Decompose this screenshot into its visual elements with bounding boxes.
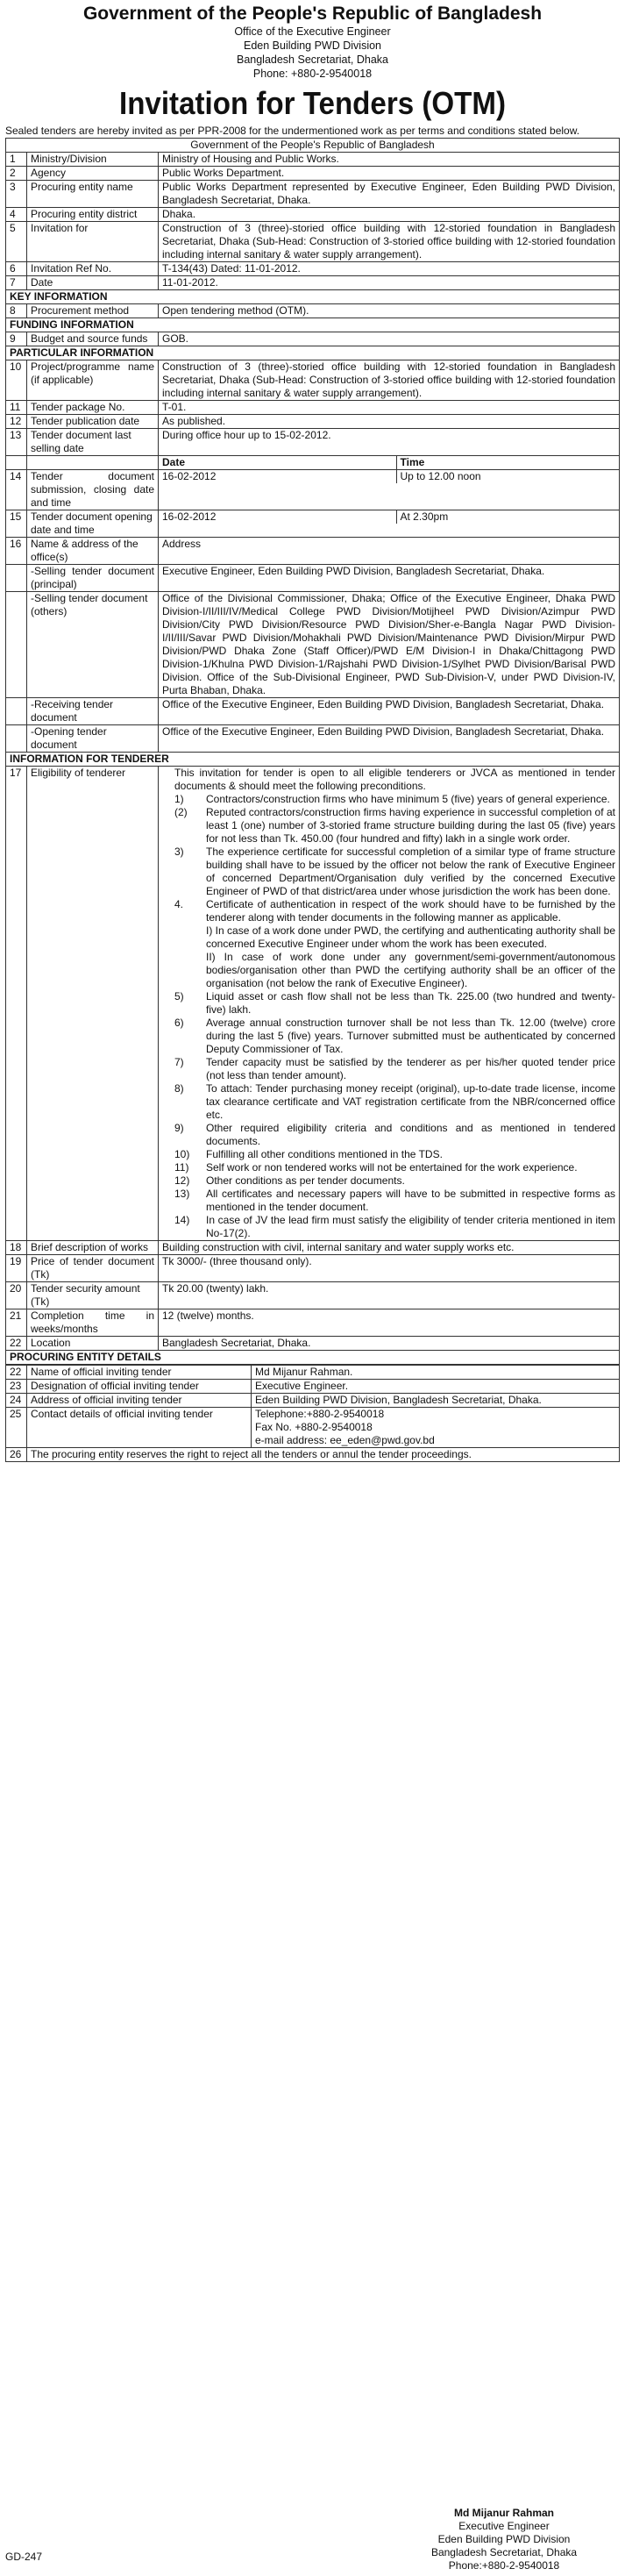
eligibility-list <box>162 793 615 1240</box>
date-time-head <box>6 456 620 470</box>
table-row: 6 Invitation Ref No. T-134(43) Dated: 11-01-2012. <box>6 262 620 276</box>
tender-table <box>5 138 620 1365</box>
table-row: -Selling tender document (principal) Executive Engineer, Eden Building PWD Division, Bangladesh Secretariat, Dhaka. <box>6 565 620 592</box>
time-head: Time <box>400 456 425 468</box>
phone-line: Phone: +880-2-9540018 <box>252 68 373 80</box>
table-row: 23 Designation of official inviting tender Executive Engineer. <box>6 1380 620 1394</box>
table-row: 15 Tender document opening date and time 16-02-2012 At 2.30pm <box>6 510 620 538</box>
signatory-name: Md Mijanur Rahman <box>453 2507 554 2519</box>
section-particular-info: PARTICULAR INFORMATION <box>6 346 620 360</box>
table-row: 9 Budget and source funds GOB. <box>6 332 620 346</box>
list-item: 4. Certificate of authentication in respect of the work should have to be furnished by the tenderer along with tender documents in the following manner as applicable. <box>174 898 615 924</box>
notice-title: Invitation for Tenders (OTM) <box>119 85 506 121</box>
signatory-phone: Phone:+880-2-9540018 <box>448 2559 560 2572</box>
section-entity-details: PROCURING ENTITY DETAILS <box>6 1351 620 1365</box>
signatory-designation: Executive Engineer <box>458 2520 550 2532</box>
eligibility-intro: This invitation for tender is open to all eligible tenderers or JVCA as mentioned in tender documents & should meet the following preconditions. <box>174 767 615 792</box>
list-item: 13) All certificates and necessary papers will have to be submitted in respective forms as mentioned in the tender document. <box>174 1188 615 1213</box>
intro-text: Sealed tenders are hereby invited as per PPR-2008 for the undermentioned work as per terms and conditions stated below. <box>5 125 580 137</box>
table-row: 22 Name of official inviting tender Md Mijanur Rahman. <box>6 1366 620 1380</box>
table-row: 1 Ministry/Division Ministry of Housing and Public Works. <box>6 153 620 167</box>
table-row-eligibility: 17 Eligibility of tenderer This invitation for tender is open to all eligible tenderers or JVCA as mentioned in tender documents & should meet the following preconditions. 1) Contractors/construction firms who have minimum 5 (five) years of general experience. (2) Reputed contractors/construction firms having experience in successful completion of at least 1 (one) number of 3-storied frame structure building during the last 05 (five) years for not less than Tk. 450.00 (four hundred and fifty) lakh in a single work order. 3) The experience certificate for successful completion of a similar type of frame structure building shall have to be issued by the officer not below the rank of Executive Engineer of concerned Department/Organisation duly verified by the concerned Executive Engineer of PWD of that district/area under whose jurisdiction the work has been done. 4. Certificate of authentication in respect of the work should have to be furnished by the tenderer along with tender documents in the following manner as applicable. I) In case of a work done under PWD, the certifying and authenticating authority shall be concerned Executive Engineer under whom the work has been executed. II) In case of work done under any government/semi-government/autonomous bodies/organisation other than PWD the certifying authority shall be an officer of the organisation (not below the rank of Executive Engineer). 5) Liquid asset or cash flow shall not be less than Tk. 225.00 (two hundred and twenty-five) lakh. 6) Average annual construction turnover shall be not less than Tk. 12.00 (twelve) crore during the last 5 (five) years. Turnover submitted must be authenticated by concerned Deputy Commissioner of Tax. 7) Tender capacity must be satisfied by the tenderer as per his/her quoted tender price (not less than tender amount). 8) To attach: Tender purchasing money receipt (original), up-to-date trade license, income tax clearance certificate and VAT registration certificate from the NBR/concerned office etc. 9) Other required eligibility criteria and conditions and as mentioned in tendered documents. 10) Fulfilling all other conditions mentioned in the TDS. 11) Self work or non tendered works will not be entertained for the work experience. 12) Other conditions as per tender documents. 13) All certificates and necessary papers will have to be submitted in respective forms as mentioned in the tender document. 14) In case of JV the lead firm must satisfy the eligibility of tender criteria mentioned in item No-17(2). <box>6 767 620 1241</box>
table-row: 11 Tender package No. T-01. <box>6 401 620 415</box>
table-row: 16 Name & address of the office(s) Address <box>6 538 620 565</box>
table-row: 21 Completion time in weeks/months 12 (twelve) months. <box>6 1309 620 1337</box>
table-title: Government of the People's Republic of Bangladesh <box>6 139 620 153</box>
table-row: 18 Brief description of works Building construction with civil, internal sanitary and water supply works etc. <box>6 1241 620 1255</box>
gov-heading: Government of the People's Republic of Bangladesh <box>82 4 543 24</box>
entity-table <box>5 1365 620 1462</box>
list-item: 9) Other required eligibility criteria and conditions and as mentioned in tendered documents. <box>174 1122 615 1147</box>
table-row: 5 Invitation for Construction of 3 (three)-storied office building with 12-storied foundation in Bangladesh Secretariat, Dhaka (Sub-Head: Construction of 3-storied office building with 12-storied foundation including internal sanitary & water supply arrangement). <box>6 222 620 262</box>
table-row: 20 Tender security amount (Tk) Tk 20.00 (twenty) lakh. <box>6 1282 620 1309</box>
list-item: 14) In case of JV the lead firm must satisfy the eligibility of tender criteria mentioned in item No-17(2). <box>174 1214 615 1239</box>
section-tenderer-info: INFORMATION FOR TENDERER <box>6 753 620 767</box>
notice-header <box>0 3 625 123</box>
signatory-place: Bangladesh Secretariat, Dhaka <box>430 2546 578 2558</box>
list-item: 6) Average annual construction turnover shall be not less than Tk. 12.00 (twelve) crore during the last 5 (five) years. Turnover submitted must be authenticated by concerned Deputy Commissioner of Tax. <box>174 1017 615 1055</box>
list-item: 12) Other conditions as per tender documents. <box>174 1174 405 1187</box>
signature-block <box>408 2507 600 2572</box>
table-row: 8 Procurement method Open tendering method (OTM). <box>6 304 620 318</box>
table-row: 12 Tender publication date As published. <box>6 415 620 429</box>
office-line: Office of the Executive Engineer <box>234 25 391 38</box>
telephone: Telephone:+880-2-9540018 <box>255 1408 385 1420</box>
gd-number: GD-247 <box>5 2551 43 2563</box>
division-line: Eden Building PWD Division <box>243 39 381 52</box>
table-row: -Opening tender document Office of the Executive Engineer, Eden Building PWD Division, Bangladesh Secretariat, Dhaka. <box>6 725 620 753</box>
list-item: 7) Tender capacity must be satisfied by the tenderer as per his/her quoted tender price (not less than tender amount). <box>174 1056 615 1081</box>
list-item: 8) To attach: Tender purchasing money receipt (original), up-to-date trade license, income tax clearance certificate and VAT registration certificate from the NBR/concerned office etc. <box>174 1082 615 1121</box>
table-row: 24 Address of official inviting tender Eden Building PWD Division, Bangladesh Secretariat, Dhaka. <box>6 1394 620 1408</box>
list-item: 1) Contractors/construction firms who have minimum 5 (five) years of general experience. <box>174 793 610 805</box>
table-row: 10 Project/programme name (if applicable) Construction of 3 (three)-storied office building with 12-storied foundation in Bangladesh Secretariat, Dhaka (Sub-Head: Construction of 3-storied office building with 12-storied foundation including internal sanitary & water supply arrangement). <box>6 360 620 401</box>
email: e-mail address: ee_eden@pwd.gov.bd <box>255 1434 435 1446</box>
section-key-info: KEY INFORMATION <box>6 290 620 304</box>
table-row: 3 Procuring entity name Public Works Department represented by Executive Engineer, Eden Building PWD Division, Bangladesh Secretariat, Dhaka. <box>6 181 620 208</box>
table-row: -Selling tender document (others) Office of the Divisional Commissioner, Dhaka; Office of the Executive Engineer, Dhaka PWD Division-I/II/III/IV/Medical College PWD Division/Motijheel PWD Division/Azimpur PWD Division/City PWD Division/Resource PWD Division/Sher-e-Bangla Nagar PWD Division-I/II/III/Savar PWD Division/Mohakhali PWD Division/Maintenance PWD Division/Mirpur PWD Division/PWD Dhaka Zone (Staff Officer)/PWD E/M Division-I in Dhaka/Chittagong PWD Division-1/Khulna PWD Division-1/Rajshahi PWD Division-1/Sylhet PWD Division/Barisal PWD Division. Office of the Sub-Divisional Engineer, PWD Sub-Division-V, under PWD Division-IV, Purta Bhaban, Dhaka. <box>6 592 620 698</box>
list-item: 11) Self work or non tendered works will not be entertained for the work experience. <box>174 1161 578 1174</box>
table-row: 4 Procuring entity district Dhaka. <box>6 208 620 222</box>
list-item: 10) Fulfilling all other conditions mentioned in the TDS. <box>174 1148 443 1160</box>
fax: Fax No. +880-2-9540018 <box>255 1421 373 1433</box>
table-row: 7 Date 11-01-2012. <box>6 276 620 290</box>
list-item: 3) The experience certificate for successful completion of a similar type of frame structure building shall have to be issued by the officer not below the rank of Executive Engineer of concerned Department/Organisation duly verified by the concerned Executive Engineer of PWD of that district/area under whose jurisdiction the work has been done. <box>174 846 615 897</box>
table-row: 25 Contact details of official inviting tender Telephone:+880-2-9540018 Fax No. +880-2-9540018 e-mail address: ee_eden@pwd.gov.bd <box>6 1408 620 1448</box>
list-item: 5) Liquid asset or cash flow shall not be less than Tk. 225.00 (two hundred and twenty-five) lakh. <box>174 990 615 1016</box>
section-funding-info: FUNDING INFORMATION <box>6 318 620 332</box>
list-item: I) In case of a work done under PWD, the certifying and authenticating authority shall be concerned Executive Engineer under whom the work has been executed. <box>206 924 615 950</box>
table-row: 19 Price of tender document (Tk) Tk 3000/- (three thousand only). <box>6 1255 620 1282</box>
table-row: -Receiving tender document Office of the Executive Engineer, Eden Building PWD Division, Bangladesh Secretariat, Dhaka. <box>6 698 620 725</box>
table-row: 2 Agency Public Works Department. <box>6 167 620 181</box>
signatory-division: Eden Building PWD Division <box>437 2533 571 2545</box>
place-line: Bangladesh Secretariat, Dhaka <box>236 54 389 66</box>
table-row: 22 Location Bangladesh Secretariat, Dhaka. <box>6 1337 620 1351</box>
table-row: 26 The procuring entity reserves the right to reject all the tenders or annul the tender proceedings. <box>6 1448 620 1462</box>
table-row: 13 Tender document last selling date During office hour up to 15-02-2012. <box>6 429 620 456</box>
list-item: (2) Reputed contractors/construction firms having experience in successful completion of at least 1 (one) number of 3-storied frame structure building during the last 05 (five) years for not less than Tk. 450.00 (four hundred and fifty) lakh in a single work order. <box>174 806 615 845</box>
table-row: 14 Tender document submission, closing date and time 16-02-2012 Up to 12.00 noon <box>6 470 620 510</box>
list-item: II) In case of work done under any government/semi-government/autonomous bodies/organisation other than PWD the certifying authority shall be an officer of the organisation (not below the rank of Executive Engineer). <box>206 951 615 989</box>
date-head: Date <box>159 456 396 469</box>
